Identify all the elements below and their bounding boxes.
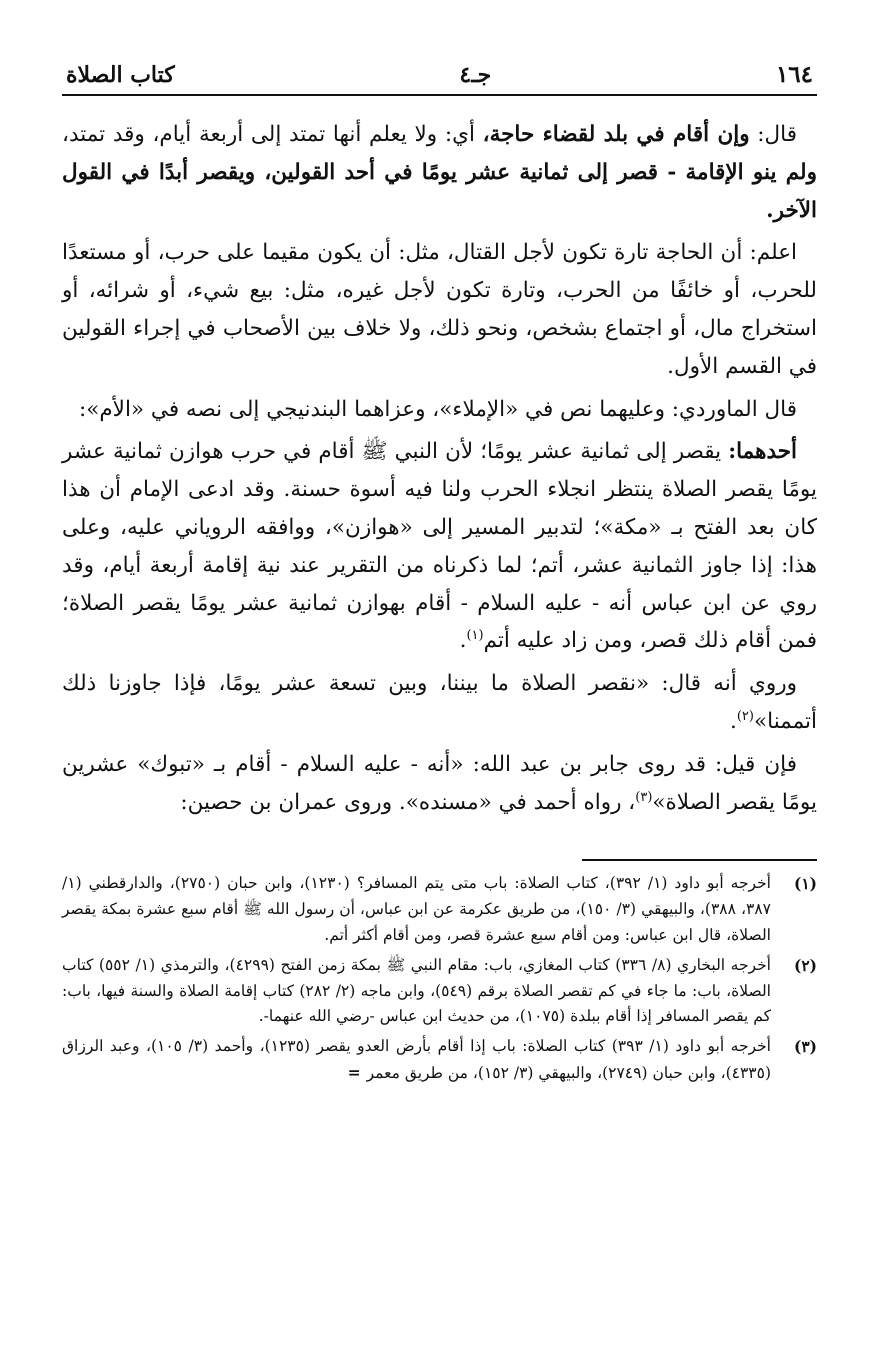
footnote-3-body: أخرجه أبو داود (١/ ٣٩٣) كتاب الصلاة: باب إذا أقام بأرض العدو يقصر (١٢٣٥)، وأحمد (٣/ ١٠٥)، وعبد الرزاق (٤٣٣٥)، وابن حبان (٢٧٤٩)، والبيهقي (٣/ ١٥٢)، من طريق معمر [62, 1037, 771, 1082]
footnote-3 [62, 1034, 817, 1087]
p6-end: ، رواه أحمد في «مسنده». وروى عمران بن حصين: [180, 789, 636, 815]
p4-end: . [459, 628, 467, 654]
p5-end: . [730, 708, 737, 734]
running-header [62, 60, 817, 96]
paragraph-2: اعلم: أن الحاجة تارة تكون لأجل القتال، مثل: أن يكون مقيما على حرب، أو مستعدًا للحرب، أو خائفًا من الحرب، وتارة تكون لأجل غيره، مثل: بيع شيء، أو شرائه، أو استخراج مال، أو اجتماع بشخص، ونحو ذلك، ولا خلاف بين الأصحاب في إجراء القولين في القسم الأول. [62, 240, 817, 379]
footnotes [62, 871, 817, 1086]
footnote-number: (٣) [793, 1037, 817, 1057]
p5-text: وروي أنه قال: «نقصر الصلاة ما بيننا، وبين تسعة عشر يومًا، فإذا جاوزنا ذلك أتممنا» [62, 671, 817, 734]
footnote-ref-3[interactable]: (٣) [635, 789, 653, 805]
footnote-number: (١) [793, 874, 817, 894]
p6-text: فإن قيل: قد روى جابر بن عبد الله: «أنه - عليه السلام - أقام بـ «تبوك» عشرين يومًا يقصر الصلاة» [62, 751, 817, 815]
paragraph-3: قال الماوردي: وعليهما نص في «الإملاء»، وعزاهما البندنيجي إلى نصه في «الأم»: [78, 396, 797, 422]
footnote-separator [582, 859, 817, 861]
paragraph-4 [62, 433, 817, 660]
footnote-ref-1[interactable]: (١) [466, 628, 484, 644]
p1-matn-2: ولم ينو الإقامة - قصر إلى ثمانية عشر يومًا في أحد القولين، ويقصر أبدًا في القول الآخر. [62, 159, 817, 223]
footnote-text [62, 1034, 771, 1087]
book-page [62, 60, 817, 1091]
continuation-mark: = [347, 1062, 361, 1082]
p1-part-1: قال: [749, 122, 797, 147]
footnote-number: (٢) [793, 955, 817, 975]
p1-part-3: أي: ولا يعلم أنها تمتد إلى أربعة أيام، وقد تمتد، [62, 122, 483, 147]
p1-matn-1: وإن أقام في بلد لقضاء حاجة، [482, 122, 750, 147]
p4-text: يقصر إلى ثمانية عشر يومًا؛ لأن النبي ﷺ أقام في حرب هوازن ثمانية عشر يومًا يقصر الصلاة ينتظر انجلاء الحرب ولنا فيه أسوة حسنة. وقد ادعى الإمام أن هذا كان بعد الفتح بـ «مكة»؛ لتدبير المسير إلى «هوازن»، ووافقه الروياني عليه، وعلى هذا: إذا جاوز الثمانية عشر، أتم؛ لما ذكرناه من التقرير عند نية إقامة أربعة أيام، وقد روي عن ابن عباس أنه - عليه السلام - أقام بهوازن ثمانية عشر يومًا يقصر الصلاة؛ فمن أقام ذلك قصر، ومن زاد عليه أتم [62, 439, 817, 654]
footnote-ref-2[interactable]: (٢) [736, 708, 754, 724]
main-text [62, 116, 817, 821]
volume-label: جـ٤ [459, 62, 492, 88]
book-title: كتاب الصلاة [66, 62, 175, 88]
paragraph-6 [62, 746, 817, 822]
first-opinion-lead: أحدهما: [728, 439, 797, 465]
page-number: ١٦٤ [775, 61, 813, 88]
paragraph-1 [62, 116, 817, 229]
footnote-text: أخرجه البخاري (٨/ ٣٣٦) كتاب المغازي، باب: مقام النبي ﷺ بمكة زمن الفتح (٤٢٩٩)، والترمذي (١/ ٥٥٢) كتاب الصلاة، باب: ما جاء في كم تقصر الصلاة برقم (٥٤٩)، وابن ماجه (٢/ ٢٨٢) كتاب إقامة الصلاة والسنة فيها، باب: كم يقصر المسافر إذا أقام ببلدة (١٠٧٥)، من حديث ابن عباس -رضي الله عنهما-. [62, 955, 771, 1026]
footnote-1 [62, 871, 817, 948]
footnote-text: أخرجه أبو داود (١/ ٣٩٢)، كتاب الصلاة: باب متى يتم المسافر؟ (١٢٣٠)، وابن حبان (٢٧٥٠)، والدارقطني (١/ ٣٨٧، ٣٨٨)، والبيهقي (٣/ ١٥٠)، من طريق عكرمة عن ابن عباس، أن رسول الله ﷺ أقام سبع عشرة بمكة يقصر الصلاة، قال ابن عباس: ومن أقام سبع عشرة قصر، ومن أقام أكثر أتم. [62, 874, 771, 944]
footnote-2 [62, 953, 817, 1030]
paragraph-5 [62, 665, 817, 741]
